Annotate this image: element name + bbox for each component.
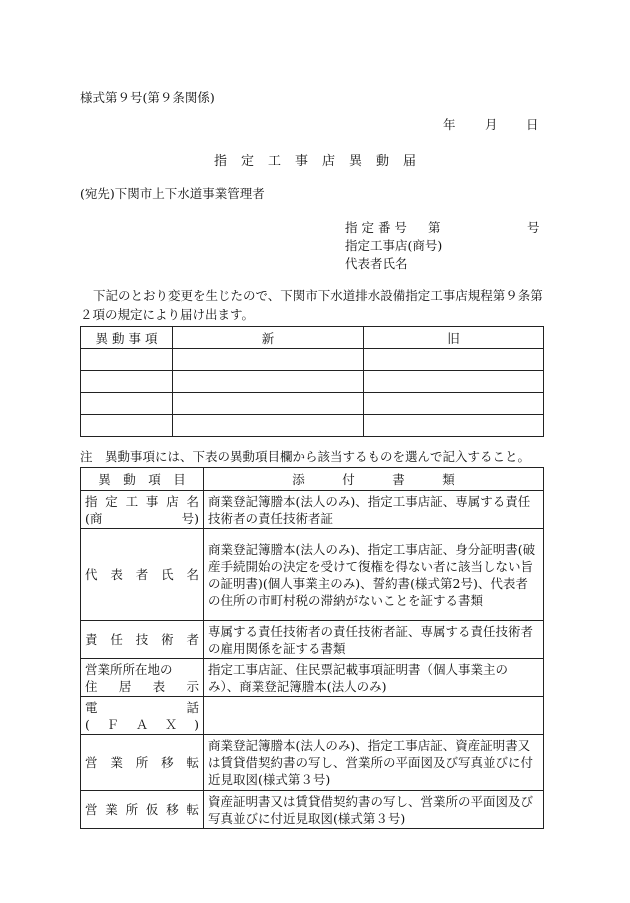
change-item-name: 責 任 技 術 者	[81, 621, 204, 659]
attachment-table-row	[81, 697, 544, 735]
attachment-table-row	[81, 621, 544, 659]
attachment-table-row	[81, 791, 544, 829]
change-item-cell[interactable]	[81, 349, 173, 371]
attachment-table-row	[81, 491, 544, 529]
change-table-row	[81, 349, 544, 371]
change-old-cell[interactable]	[364, 415, 544, 437]
change-old-cell[interactable]	[364, 371, 544, 393]
change-table-row	[81, 393, 544, 415]
intro-paragraph: 下記のとおり変更を生じたので、下関市下水道排水設備指定工事店規程第９条第２項の規定により届け出ます。	[80, 288, 543, 322]
required-documents	[204, 697, 544, 735]
change-table-header	[81, 327, 544, 349]
change-item-name: 電 話 ( Ｆ Ａ Ｘ )	[81, 697, 204, 735]
change-item-name: 指 定 工 事 店 名 (商 号)	[81, 491, 204, 529]
designation-number-prefix: 第	[428, 220, 441, 235]
change-old-cell[interactable]	[364, 349, 544, 371]
note: 注 異動事項には、下表の異動項目欄から該当するものを選んで記入すること。	[80, 449, 531, 464]
change-item-name: 営 業 所 移 転	[81, 735, 204, 791]
change-header-old: 旧	[364, 327, 544, 349]
change-new-cell[interactable]	[173, 415, 364, 437]
attachment-table-row	[81, 735, 544, 791]
addressee: (宛先)下関市上下水道事業管理者	[80, 186, 265, 201]
date-day-label: 日	[526, 117, 539, 132]
required-documents: 商業登記簿謄本(法人のみ)、指定工事店証、身分証明書(破産手続開始の決定を受けて復権を得ない者に該当しない旨の証明書)(個人事業主のみ)、誓約書(様式第2号)、代表者の住所の市町村税の滞納がないことを証する書類	[204, 529, 544, 621]
change-old-cell[interactable]	[364, 393, 544, 415]
required-documents: 商業登記簿謄本(法人のみ)、指定工事店証、専属する責任技術者の責任技術者証	[204, 491, 544, 529]
attachment-table	[80, 467, 544, 829]
attachment-table-row	[81, 659, 544, 697]
attachment-header-docs: 添 付 書 類	[204, 468, 544, 491]
change-table-row	[81, 371, 544, 393]
change-new-cell[interactable]	[173, 349, 364, 371]
attachment-table-header	[81, 468, 544, 491]
required-documents: 商業登記簿謄本(法人のみ)、指定工事店証、資産証明書又は賃貸借契約書の写し、営業所の平面図及び写真並びに付近見取図(様式第３号)	[204, 735, 544, 791]
change-item-cell[interactable]	[81, 393, 173, 415]
change-item-name: 営業所所在地の 住 居 表 示	[81, 659, 204, 697]
change-item-name: 営 業 所 仮 移 転	[81, 791, 204, 829]
required-documents: 資産証明書又は賃貸借契約書の写し、営業所の平面図及び写真並びに付近見取図(様式第３号)	[204, 791, 544, 829]
required-documents: 指定工事店証、住民票記載事項証明書（個人事業主のみ）、商業登記簿謄本(法人のみ)	[204, 659, 544, 697]
designation-number-label: 指 定 番 号	[345, 220, 407, 235]
date-month-label: 月	[485, 117, 498, 132]
change-new-cell[interactable]	[173, 393, 364, 415]
representative-name-label: 代表者氏名	[345, 256, 408, 271]
date-year-label: 年	[443, 117, 456, 132]
change-table-row	[81, 415, 544, 437]
attachment-table-row	[81, 529, 544, 621]
document-title: 指定工事店異動届	[213, 154, 430, 169]
change-new-cell[interactable]	[173, 371, 364, 393]
shop-name-label: 指定工事店(商号)	[345, 238, 443, 253]
attachment-header-item: 異 動 項 目	[81, 468, 204, 491]
designation-number-suffix: 号	[527, 220, 540, 235]
form-number: 様式第９号(第９条関係)	[80, 90, 215, 105]
change-item-cell[interactable]	[81, 371, 173, 393]
change-item-cell[interactable]	[81, 415, 173, 437]
change-table	[80, 326, 544, 437]
required-documents: 専属する責任技術者の責任技術者証、専属する責任技術者の雇用関係を証する書類	[204, 621, 544, 659]
change-header-item: 異 動 事 項	[81, 327, 173, 349]
change-item-name: 代 表 者 氏 名	[81, 529, 204, 621]
change-header-new: 新	[173, 327, 364, 349]
